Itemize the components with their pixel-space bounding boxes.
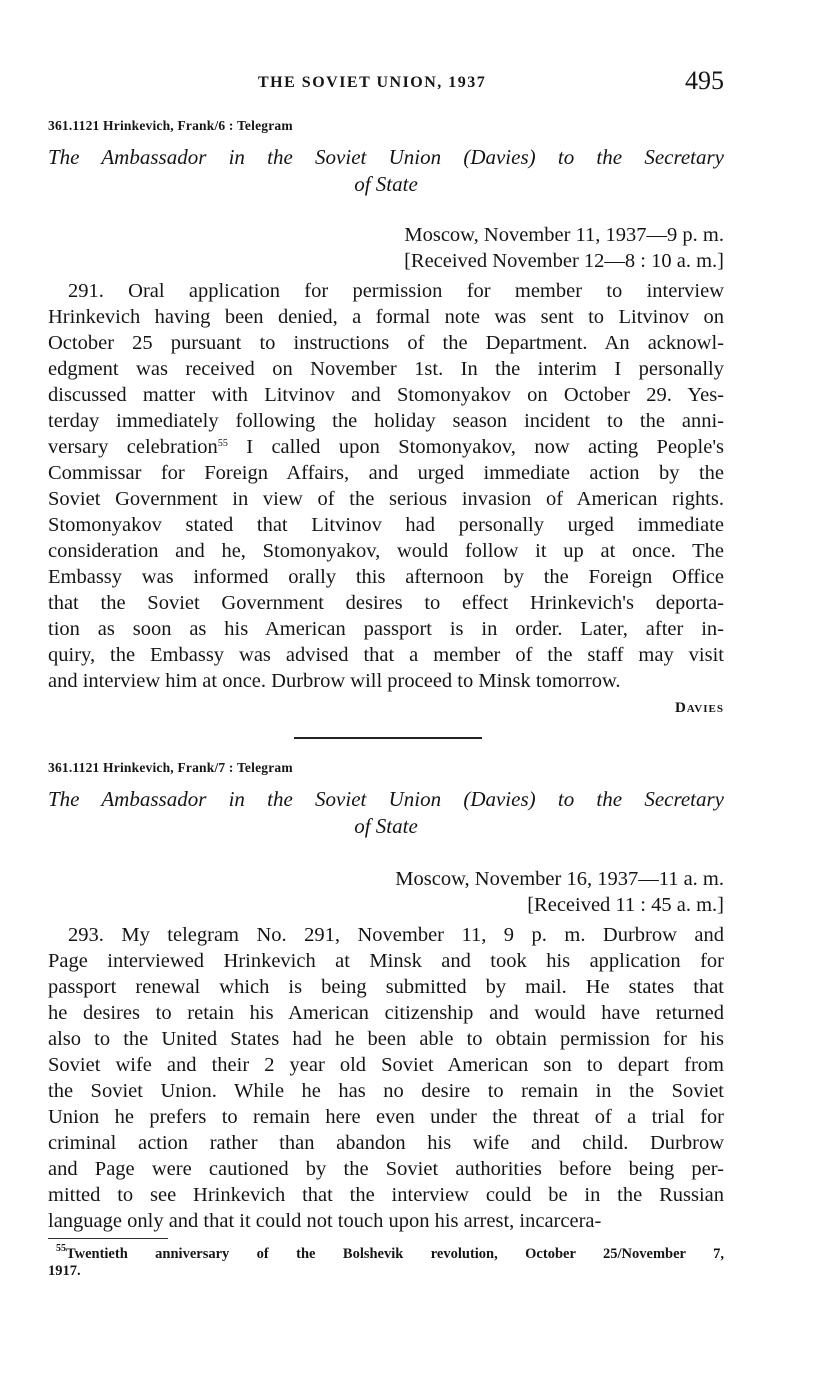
doc1-body-line: quiry, the Embassy was advised that a member of the staff may visit xyxy=(48,644,724,666)
doc2-title-line1: The Ambassador in the Soviet Union (Davies) to the Secretary xyxy=(48,787,724,811)
doc1-title xyxy=(48,144,724,198)
doc2-file-reference: 361.1121 Hrinkevich, Frank/7 : Telegram xyxy=(48,760,293,775)
doc2-body-line: also to the United States had he been able to obtain permission for his xyxy=(48,1028,724,1050)
doc2-dateline-sent: Moscow, November 16, 1937—11 a. m. xyxy=(395,868,724,890)
doc1-body-line: discussed matter with Litvinov and Stomonyakov on October 29. Yes- xyxy=(48,384,724,406)
doc1-signature: Davies xyxy=(674,700,724,716)
doc2-body-line: 293. My telegram No. 291, November 11, 9 p. m. Durbrow and xyxy=(68,924,724,946)
doc1-body-line: consideration and he, Stomonyakov, would follow it up at once. The xyxy=(48,540,724,562)
doc1-body-line: Embassy was informed orally this afternoon by the Foreign Office xyxy=(48,566,724,588)
footnote-marker: 55 xyxy=(56,1243,66,1254)
doc1-body-line: Commissar for Foreign Affairs, and urged immediate action by the xyxy=(48,462,724,484)
doc2-title-line2: of State xyxy=(354,814,418,838)
doc1-dateline xyxy=(404,222,724,274)
doc2-body-line: language only and that it could not touch upon his arrest, incarcera- xyxy=(48,1210,602,1232)
doc2-body-line: passport renewal which is being submitted by mail. He states that xyxy=(48,976,724,998)
doc1-body-line: Stomonyakov stated that Litvinov had personally urged immediate xyxy=(48,514,724,536)
doc2-dateline-received: [Received 11 : 45 a. m.] xyxy=(527,894,724,916)
doc1-dateline-received: [Received November 12—8 : 10 a. m.] xyxy=(404,250,724,272)
doc2-body-line: and Page were cautioned by the Soviet authorities before being per- xyxy=(48,1158,724,1180)
doc2-body-line: he desires to retain his American citizenship and would have returned xyxy=(48,1002,724,1024)
doc1-body-line: terday immediately following the holiday season incident to the anni- xyxy=(48,410,724,432)
doc1-body-line-part: I called upon Stomonyakov, now acting People's xyxy=(227,436,725,458)
doc1-body-line: October 25 pursuant to instructions of the Department. An acknowl- xyxy=(48,332,724,354)
footnote xyxy=(48,1243,724,1280)
doc1-body-line: 291. Oral application for permission for member to interview xyxy=(68,280,724,302)
doc2-body-line: Union he prefers to remain here even under the threat of a trial for xyxy=(48,1106,724,1128)
running-title: THE SOVIET UNION, 1937 xyxy=(258,74,487,91)
footnote-line2: 1917. xyxy=(48,1263,81,1279)
doc2-body xyxy=(48,922,724,1234)
doc2-body-line: Soviet wife and their 2 year old Soviet American son to depart from xyxy=(48,1054,724,1076)
footnote-reference-marker: 55 xyxy=(217,438,228,449)
doc1-body-line: and interview him at once. Durbrow will proceed to Minsk tomorrow. xyxy=(48,670,621,692)
doc1-title-line2: of State xyxy=(354,172,418,196)
doc2-body-line: mitted to see Hrinkevich that the interview could be in the Russian xyxy=(48,1184,724,1206)
footnote-text: Twentieth anniversary of the Bolshevik revolution, October 25/November 7, xyxy=(66,1246,724,1262)
doc1-body-line: Soviet Government in view of the serious invasion of American rights. xyxy=(48,488,724,510)
running-header xyxy=(48,66,724,100)
doc1-body-line: tion as soon as his American passport is in order. Later, after in- xyxy=(48,618,724,640)
doc2-body-line: criminal action rather than abandon his wife and child. Durbrow xyxy=(48,1132,724,1154)
footnote-rule xyxy=(48,1238,168,1239)
doc1-file-reference: 361.1121 Hrinkevich, Frank/6 : Telegram xyxy=(48,118,293,133)
doc1-title-line1: The Ambassador in the Soviet Union (Davies) to the Secretary xyxy=(48,145,724,169)
footnote-line1 xyxy=(48,1243,724,1263)
doc2-dateline xyxy=(395,866,724,918)
doc2-title xyxy=(48,786,724,840)
doc1-body-line-with-footnote xyxy=(48,434,724,460)
doc1-body-line: Hrinkevich having been denied, a formal note was sent to Litvinov on xyxy=(48,306,724,328)
page-number: 495 xyxy=(685,66,724,95)
doc1-body xyxy=(48,278,724,694)
doc1-body-line: edgment was received on November 1st. In the interim I personally xyxy=(48,358,724,380)
doc2-body-line: Page interviewed Hrinkevich at Minsk and took his application for xyxy=(48,950,724,972)
doc2-body-line: the Soviet Union. While he has no desire to remain in the Soviet xyxy=(48,1080,724,1102)
doc1-body-line-part: versary celebration xyxy=(48,436,218,458)
section-divider xyxy=(294,737,482,739)
doc1-dateline-sent: Moscow, November 11, 1937—9 p. m. xyxy=(404,224,724,246)
doc1-body-line: that the Soviet Government desires to effect Hrinkevich's deporta- xyxy=(48,592,724,614)
